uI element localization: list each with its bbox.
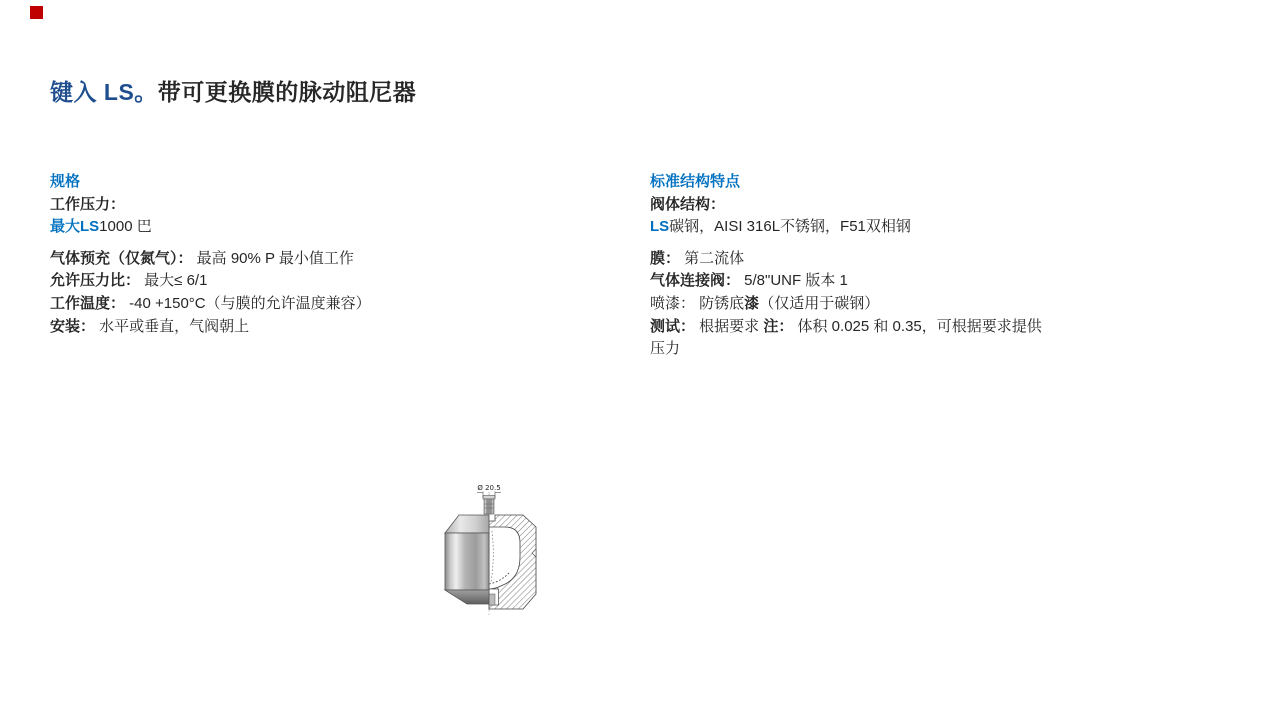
page-title-model: 键入 LS。: [50, 79, 158, 105]
bottom-seat-insert: [489, 594, 495, 605]
spec-line: [50, 248, 520, 271]
spec-line: [650, 270, 1130, 293]
spec-segment: 水平或垂直，气阀朝上: [99, 317, 250, 335]
spec-segment: 安装：: [50, 317, 100, 335]
spec-line: [50, 293, 520, 316]
spec-segment: 允许压力比：: [50, 272, 145, 290]
page-title-text: 带可更换膜的脉动阻尼器: [157, 79, 417, 105]
spec-segment: 最大≤ 6/1: [144, 272, 208, 290]
spec-segment: 测试：: [650, 317, 700, 335]
spec-segment: -40 +150°C（与膜的允许温度兼容）: [129, 294, 371, 312]
spec-line: [650, 316, 1130, 339]
specifications-heading: 规格: [50, 173, 81, 190]
spec-line: [650, 338, 1130, 361]
spec-segment: 5/8"UNF 版本 1: [744, 272, 848, 290]
page-title: [50, 74, 416, 107]
spec-segment: 气体预充（仅氮气）：: [50, 249, 197, 267]
gas-valve-stem: [487, 499, 492, 514]
spec-segment: 气体连接阀：: [650, 272, 745, 290]
spec-line: [50, 216, 520, 239]
spec-segment: 阀体结构：: [650, 195, 726, 213]
spec-segment: 根据要求: [699, 317, 764, 335]
spec-line: [650, 293, 1130, 316]
spec-segment: （仅适用于碳钢）: [759, 294, 880, 312]
brand-mark: [30, 6, 43, 19]
spec-line: [650, 216, 1130, 239]
spec-segment: 工作温度：: [50, 294, 130, 312]
spec-segment: 最大LS: [50, 218, 100, 236]
spec-segment: 体积 0.025 和 0.35，可根据要求提供: [797, 317, 1042, 335]
shell-body: [445, 533, 489, 590]
spec-line: [50, 194, 520, 217]
specifications-section: [50, 171, 520, 338]
spec-segment: 压力: [650, 340, 681, 358]
spec-segment: 喷漆： 防锈底: [650, 294, 745, 312]
spec-segment: 1000 巴: [99, 218, 152, 236]
dimension-label: Ø 20.5: [477, 484, 501, 492]
construction-features-lines: [650, 194, 1130, 361]
spec-segment: 膜：: [650, 249, 685, 267]
spec-line: [50, 270, 520, 293]
spec-segment: 工作压力：: [50, 195, 126, 213]
spec-segment: 漆: [744, 294, 760, 312]
spec-line: [50, 316, 520, 339]
technical-drawing: [438, 481, 540, 619]
spec-segment: 最高 90% P 最小值工作: [196, 249, 354, 267]
spec-segment: LS: [650, 218, 670, 236]
spec-line: [650, 194, 1130, 217]
construction-features-section: [650, 171, 1130, 361]
shell-bottom-chamfer: [445, 590, 489, 604]
spec-segment: 碳钢，AISI 316L不锈钢，F51双相钢: [669, 218, 911, 236]
spec-line: [650, 248, 1130, 271]
construction-features-heading: 标准结构特点: [650, 173, 741, 190]
damper-section-drawing: [438, 481, 540, 619]
spec-segment: 第二流体: [684, 249, 745, 267]
specifications-lines: [50, 194, 520, 339]
spec-segment: 注：: [763, 317, 798, 335]
shell-top-cap: [445, 515, 489, 533]
gas-valve-cap: [483, 496, 495, 500]
